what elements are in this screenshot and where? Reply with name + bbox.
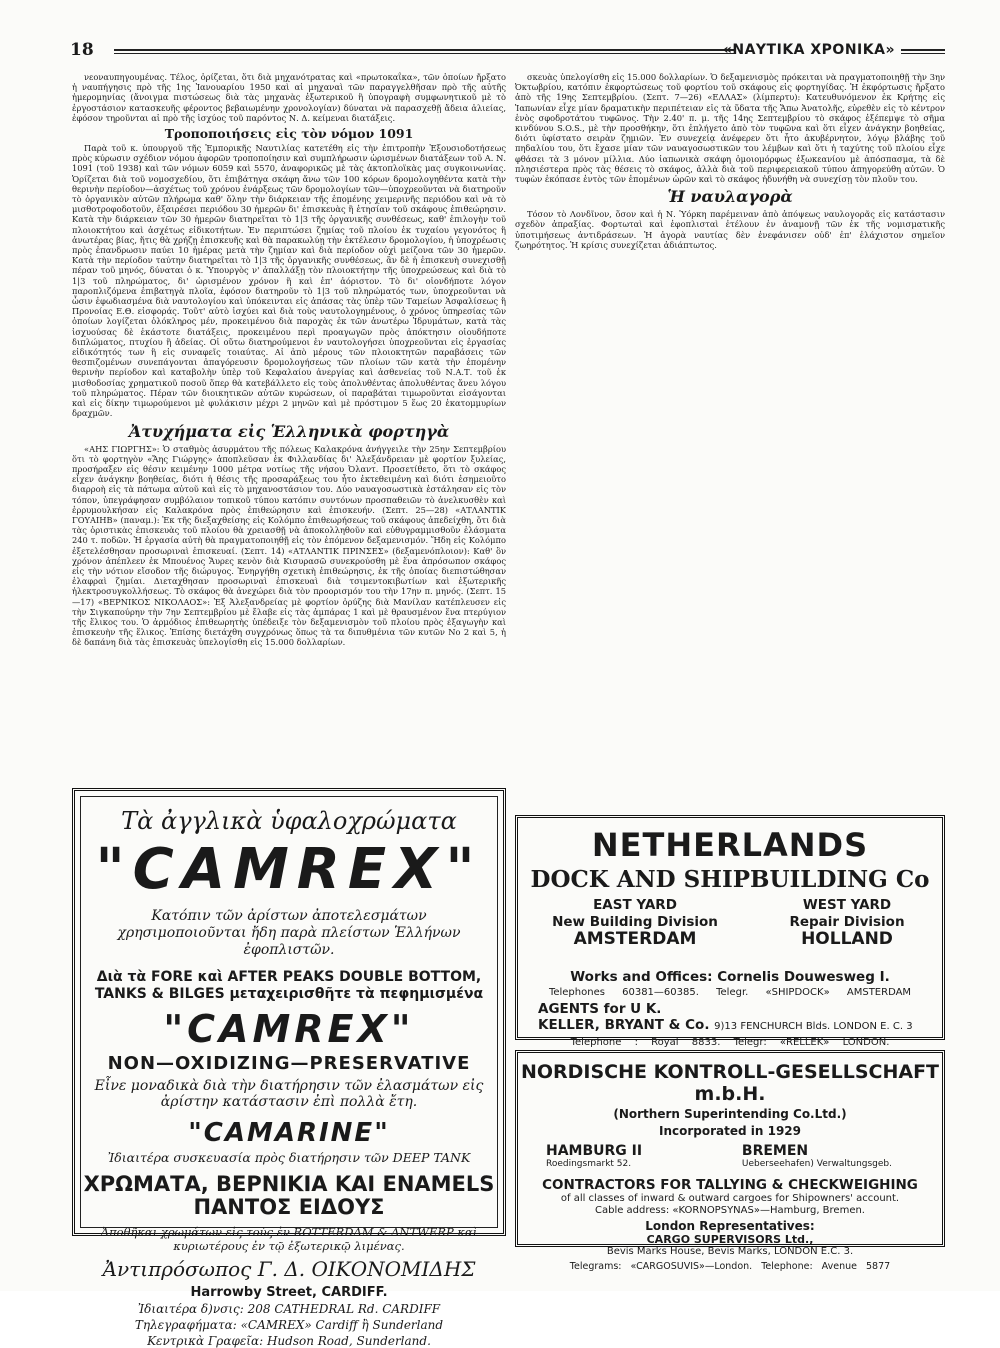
keller-bryant: KELLER, BRYANT & Co. <box>538 1017 710 1033</box>
camrex-offices: Κεντρικὰ Γραφεῖα: Hudson Road, Sunderland. <box>147 1334 431 1348</box>
nordische-telegrams: Telegrams: «CARGOSUVIS»—London. <box>569 1261 753 1272</box>
nordische-contacts <box>518 1261 942 1272</box>
yards-row <box>518 897 942 967</box>
camrex-tagline: Τὰ ἀγγλικὰ ὑφαλοχρώματα <box>121 807 457 835</box>
camrex-address: Ἰδιαιτέρα δ)νσις: 208 CATHEDRAL Rd. CARDIFF <box>137 1302 441 1316</box>
cargo-supervisors: CARGO SUPERVISORS Ltd., <box>646 1233 814 1246</box>
camarine-description: Ἰδιαιτέρα συσκευασία πρὸς διατήρησιν τῶν DEEP TANK <box>107 1150 471 1165</box>
camrex-description: Κατόπιν τῶν ἀρίστων ἀποτελεσμάτων χρησιμοποιοῦνται ἤδη παρὰ πλείστων Ἑλλήνων ἐφοπλιστῶν. <box>117 908 461 958</box>
east-yard <box>550 897 720 948</box>
law-amendment-paragraph: Παρὰ τοῦ κ. ὑπουργοῦ τῆς Ἐμπορικῆς Ναυτιλίας κατετέθη εἰς τὴν ἐπιτροπὴν Ἐξουσιοδοτήσεως πρὸς κύρωσιν σχέδιον νόμου ἀφορῶν τροποποίησιν καὶ συμπλήρωσιν ὡρισμένων διατάξεων τοῦ Α. Ν. 1091 (τοῦ 1938) καὶ τῶν νόμων 6059 καὶ 5570, ἀναφορικῶς μὲ τὰς ἀκτοπλοϊκὰς μας συγκοινωνίας. Ὁρίζεται διὰ τοῦ νομοσχεδίου, ὅτι ἐπιβάτηγα σκάφη ἄνω τῶν 100 κόρων δρομολογηθέντα κατὰ τὴν θερινὴν περίοδον—ἀσχέτως τοῦ χρόνου ἐνάρξεως τῶν δρομολογίων τῶν—ὑποχρεοῦνται νὰ διατηροῦν τὸ ὀργανικὸν αὐτῶν πλήρωμα καθ' ὅλην τὴν διάρκειαν τῆς ἐπομένης χειμερινῆς περιόδου καὶ νὰ τὸ μισθοτροφοδοτοῦν, ἐξαιρέσει περιόδου 30 ἡμερῶν δι' ἐπισκευὰς ἢ ἐτησίαν τοῦ σκάφους ἐπιθεώρησιν. Κατὰ τὴν διάρκειαν τῶν 30 ἡμερῶν διατηρεῖται τὸ 1|3 τῆς ὀργανικῆς συνθέσεως, καθ' ἐπιλογὴν τοῦ πλοιοκτήτου καὶ ἀσχέτως εἰδικοτήτων. Ἐν περιπτώσει ζημίας τοῦ πλοίου ἐκ τυχαίου γεγονότος ἢ ἀνωτέρας βίας, ἥτις θὰ χρήζῃ ἐπισκευῆς καὶ θὰ παρακωλύῃ τὴν ἐκτέλεσιν δρομολογίου, ἡ ὑποχρέωσις πρὸς ἐπανδρωσιν παύει 10 ἡμέρας μετὰ τὴν ζημίαν καὶ διὰ περίοδον οὐχὶ μείζονα τῶν 30 ἡμερῶν. Κατὰ τὴν περίοδον ταύτην διατηρεῖται τὸ 1|3 τῆς ὀργανικῆς συνθέσεως, ἂν δὲ ἡ ἐπισκευὴ συνεχισθῇ πέραν τοῦ μηνός, δύναται ὁ κ. Ὑπουργὸς ν' ἀπαλλάξῃ τὸν πλοιοκτήτην τῆς ὑποχρεώσεως καὶ διὰ τὸ 1|3 τοῦ πληρώματος, δι' ὡρισμένον χρόνον ἢ καὶ ἐπ' ἀόριστον. Τὸ δι' οἱονδήποτε λόγον παροπλιζόμενα ἐπιβατηγὰ πλοῖα, ἐφόσον διατηροῦν τὸ 1|3 τοῦ πληρώματός των, ὑποχρεοῦνται νὰ ὦσιν ἐφωδιασμένα διὰ ναυτολογίου καὶ ὑπόκεινται εἰς ἀπάσας τὰς ὑπὲρ τῶν Ταμείων Ἀσφαλίσεως ἢ Προνοίας Ε.Θ. εἰσφοράς. Τοῦτ' αὐτὸ ἰσχύει καὶ διὰ τοὺς ναυτολογημένους, ὁ χρόνος ὑπηρεσίας τῶν ὁποίων λογίζεται ὁλόκληρος μέν, προκειμένου διὰ παροχὰς ἐκ τῶν ἀνωτέρω Ἱδρυμάτων, κατὰ τὰς ἰσχυούσας δὲ ἑκάστοτε διατάξεις, προκειμένου περὶ προαγωγῶν πρὸς ἀπόκτησιν οἱουδήποτε διπλώματος, πτυχίου ἢ ἀδείας. Οἱ οὕτω διατηρούμενοι ἐν ναυτολογήσει ὑποχρεοῦνται εἰς ἐργασίας εἰδικότητός των ἢ εἰς συναφεῖς τοιαύτας. Αἱ ἀπὸ μέρους τῶν πλοιοκτητῶν παραβάσεις τῶν θεσπιζομένων συνεπάγονται ἀπαγόρευσιν δρομολογήσεως τῶν πλοίων τῶν κατὰ τὴν ἐπομένην θερινὴν περίοδον καὶ καταβολὴν ὑπὲρ τοῦ Κεφαλαίου ἀνεργίας καὶ ἀσθενείας τοῦ Ν.Α.Τ. τοῦ ἐκ μισθοδοσίας χρηματικοῦ ποσοῦ ὅπερ θὰ κατεβάλλετο εἰς τοὺς ἀπολυθέντας ἀπολυθέντας ἄνευ λόγου τοῦ πληρώματος. Πέραν τῶν διοικητικῶν αὐτῶν κυρώσεων, οἱ παραβάται τιμωροῦνται εἰσάγονται καὶ εἰς δίκην τιμωρούμενοι μὲ φυλάκισιν μέχρι 2 μηνῶν καὶ μὲ πρόστιμον 5 ἕως 20 ἑκατομμυρίων δραχμῶν. <box>72 143 506 419</box>
section-heading-law-1091: Τροποποιήσεις εἰς τὸν νόμον 1091 <box>164 126 414 142</box>
nordische-subtitle: (Northern Superintending Co.Ltd.) <box>613 1107 847 1121</box>
hamburg-label: HAMBURG II <box>546 1143 643 1159</box>
east-yard-label: EAST YARD <box>593 897 677 913</box>
nordische-telephone: Telephone: Avenue 5877 <box>761 1261 891 1272</box>
west-yard-division: Repair Division <box>789 914 905 930</box>
section-heading-freight-market: Ἡ ναυλαγορὰ <box>667 187 793 207</box>
magazine-title: «ΝΑΥΤΙΚΑ ΧΡΟΝΙΚΑ» <box>722 42 895 58</box>
header-rule-right <box>901 49 945 54</box>
section-heading-accidents: Ἀτυχήματα εἰς Ἑλληνικὰ φορτηγὰ <box>128 421 450 441</box>
camrex-preservative: NON—OXIDIZING—PRESERVATIVE <box>107 1053 471 1074</box>
camrex-benefit: Εἶνε μοναδικὰ διὰ τὴν διατήρησιν τῶν ἐλασμάτων εἰς ἀρίστην κατάστασιν ἐπὶ πολλὰ ἔτη. <box>94 1078 484 1110</box>
header-rule <box>114 49 734 54</box>
agents-contacts <box>518 1037 942 1048</box>
right-column <box>515 72 945 809</box>
camrex-products: ΧΡΩΜΑΤΑ, ΒΕΡΝΙΚΙΑ ΚΑΙ ENAMELS ΠΑΝΤΟΣ ΕΙΔΟΥΣ <box>83 1172 495 1219</box>
east-yard-division: New Building Division <box>552 914 718 930</box>
freight-market-paragraph: Τόσον τὸ Λονδῖνον, ὅσον καὶ ἡ Ν. Ὑόρκη παρέμειναν ἀπὸ ἀπόψεως ναυλογορᾶς εἰς κατάστασιν σχεδὸν ἀπραξίας. Φορτωταὶ καὶ ἐφοπλισταὶ ἐτέλουν ἐν ἀναμονῇ τῶν ἐκ τῆς νομισματικῆς ὑποτιμήσεως ἀντιδράσεων. Ἡ ἀγορὰ ναυτίας δὲν ἐνεφάνισεν οὐδ' ἐπ' ἐλάχιστον σημεῖον ζωηρότητος. Ἡ κρίσις συνεχίζεται ἀδιάπτωτος. <box>515 209 945 250</box>
bevis-marks-address: Bevis Marks House, Bevis Marks, LONDON E.C. 3. <box>606 1246 854 1257</box>
bremen-label: BREMEN <box>741 1143 809 1159</box>
agents-telephone: Telephone : Royal 8833. <box>570 1037 721 1048</box>
camrex-usage: Διὰ τὰ FORE καὶ AFTER PEAKS DOUBLE BOTTOM, TANKS & BILGES μεταχειρισθῆτε τὰ πεφημισμένα <box>94 969 484 1002</box>
intro-paragraph: νεοναυπηγουμένας. Τέλος, ὁρίζεται, ὅτι διὰ μηχανότρατας καὶ «πρωτοκαΐκα», τῶν ὁποίων ἤρξατο ἡ ναυπήγησις πρὸ τῆς 1ης Ἰανουαρίου 1950 καὶ αἱ μηχαναὶ τῶν παραγγελθῆσαν πρὸ τῆς αὐτῆς ἡμερομηνίας (ἄνοιγμα πιστώσεως διὰ τὰς μηχανὰς ἐξωτερικοῦ ἢ ὑπογραφὴ συμφωνητικοῦ μὲ τὸ ἐργοστάσιον κατασκευῆς φέροντος βεβαιωμένην χρονολογίαν) δύναται νὰ παρασχεθῇ ἄδεια ἁλιείας, ἐφόσον τηροῦνται αἱ πρὸ τῆς ἰσχύος τοῦ παρόντος Ν. Δ. κείμεναι διατάξεις. <box>72 72 506 123</box>
camarine-brand: "CAMARINE" <box>188 1118 390 1148</box>
left-column <box>72 72 506 794</box>
west-yard-city: HOLLAND <box>801 929 893 949</box>
page-number: 18 <box>70 40 94 60</box>
accidents-continued-paragraph: σκευὰς ὑπελογίσθη εἰς 15.000 δολλαρίων. Ὁ δεξαμενισμὸς πρόκειται νὰ πραγματοποιηθῇ τὴν 3ην Ὀκτωβρίου, κατόπιν ἐκφορτώσεως τοῦ φορτίου τοῦ σκάφους εἰς φορτηγίδας. Ἡ ἐκφόρτωσις ἤρξατο ἀπὸ τῆς 19ης Σεπτεμβρίου. (Σεπτ. 7—26) «ΕΛΛΑΣ» (λίμπερτυ): Κατευθυνόμενον ἐκ Κρήτης εἰς Ἰαπωνίαν εἶχε μίαν δραματικὴν περιπέτειαν εἰς τὰ ὕδατα τῆς Ἄπω Ἀνατολῆς, εὑρεθὲν εἰς τὸ κέντρον ἑνὸς σφοδροτάτου τυφῶνος. Τὴν 2.40' π. μ. τῆς 14ης Σεπτεμβρίου τὸ σκάφος ἐξέπεμψε τὸ σῆμα κινδύνου S.O.S., μὲ τὴν προσθήκην, ὅτι ἐπλήγετο ἀπὸ τὸν τυφῶνα καὶ ὅτι εἶχεν ἀνάγκην βοηθείας, διότι ὑφίστατο σειρὰν ζημιῶν. Ἐν συνεχείᾳ ἀνέφερεν ὅτι ἦτο ἀκυβέρνητον, λόγῳ βλάβης τοῦ πηδαλίου του, ὅτι ἔχασε μίαν τῶν ναυαγοσωστικῶν του λέμβων καὶ ὅτι ἡ ταχύτης τοῦ πλοίου εἶχε φθάσει τὰ 3 μόνον μίλλια. Δύο ἰαπωνικὰ σκάφη ὁμοιομόρφως ἐξωκεανίου μὲ ἀπόσπασμα, τὰ δὲ πλησιέστερα πρὸς τὰς θέσεις τὸ σκάφος, ἀλλὰ διὰ τοῦ περιφερειακοῦ τύπου ἀπηγορεύθη αὐτῶν. Ὁ τυφὼν ἐκόπασε ἐντὸς τῶν ἑπομένων ὡρῶν καὶ τὸ σκάφος ἠδυνήθη νὰ συνεχίσῃ τὸν πλοῦν του. <box>515 72 945 185</box>
nordische-incorporated: Incorporated in 1929 <box>658 1124 801 1138</box>
bremen-office <box>742 1143 892 1169</box>
netherlands-title: NETHERLANDS <box>591 826 869 864</box>
camrex-advertisement <box>72 788 506 1348</box>
nordische-cities <box>518 1143 942 1171</box>
hamburg-office <box>546 1143 642 1169</box>
agents-telegr: Telegr: «RELLEK» LONDON. <box>733 1037 890 1048</box>
netherlands-telephones <box>518 987 942 998</box>
bremen-address: Ueberseehafen) Verwaltungsgeb. <box>741 1159 892 1169</box>
west-yard-label: WEST YARD <box>802 897 892 913</box>
uk-agents <box>538 1001 942 1035</box>
camrex-brand-2: "CAMREX" <box>163 1007 415 1051</box>
camrex-brand: "CAMREX" <box>95 837 483 902</box>
netherlands-dock-advertisement <box>515 815 945 1048</box>
nordische-title: NORDISCHE KONTROLL-GESELLSCHAFT m.b.H. <box>520 1061 940 1105</box>
agents-label: AGENTS for U K. <box>538 1001 662 1017</box>
west-yard <box>782 897 912 948</box>
nordische-cargoes: of all classes of inward & outward cargoes for Shipowners' account. <box>560 1193 900 1204</box>
netherlands-subtitle: DOCK AND SHIPBUILDING Co <box>530 866 930 893</box>
east-yard-city: AMSTERDAM <box>573 929 697 949</box>
telephones-text: Telephones 60381—60385. <box>548 987 699 998</box>
nordische-contractors: CONTRACTORS FOR TALLYING & CHECKWEIGHING <box>542 1177 918 1193</box>
telegr-text: Telegr. «SHIPDOCK» AMSTERDAM <box>716 987 912 998</box>
nordische-kontroll-advertisement <box>515 1050 945 1272</box>
page-header <box>70 40 945 62</box>
camrex-warehouses: Ἀποθῆκαι χρωμάτων εἰς τοὺς ἐν ROTTERDAM & ANTWERP καὶ κυριωτέρους ἐν τῷ ἐξωτερικῷ λιμένας. <box>100 1225 478 1253</box>
nordische-london-rep: London Representatives: <box>645 1219 815 1233</box>
camrex-inner-border <box>80 796 498 1348</box>
camrex-street: Harrowby Street, CARDIFF. <box>190 1285 388 1300</box>
keller-address: 9)13 FENCHURCH Blds. LONDON E. C. 3 <box>714 1021 913 1032</box>
camrex-telegrams: Τηλεγραφήματα: «CAMREX» Cardiff ἢ Sunderland <box>134 1318 444 1332</box>
accidents-paragraph: «ΑΗΣ ΓΙΩΡΓΗΣ»: Ὁ σταθμὸς ἀσυρμάτου τῆς πόλεως Καλακρόνα ἀνήγγειλε τὴν 25ην Σεπτεμβρίου ὅτι τὸ φορτηγὸν «Ἄης Γιώργης» ἀποπλεῦσαν ἐκ Φιλλανδίας δι' Ἀλεξάνδρειαν μὲ φορτίον ξυλείας, προσήραξεν εἰς θέσιν κειμένην 1000 μέτρα νοτίως τῆς νήσου Ὀλαντ. Προσετίθετο, ὅτι τὸ σκάφος εἶχεν ἀνάγκην βοηθείας, διότι ἡ θέσις τῆς προσαράξεως του ἦτο ἐκτεθειμένη καὶ διότι ἐσημειοῦτο διαρροὴ εἰς τὰ πάτωμα αὐτοῦ καὶ εἰς τὸ μηχανοστάσιον του. Δύο ναυαγοσωστικὰ ἐστάλησαν εἰς τὸν τόπον, ὑπεγράφησαν συμβόλαιον τοπικοῦ τύπου κατόπιν συντόνων προσπαθειῶν τὸ ἀνελκυσθὲν καὶ ἐρρυμουλκήσαν εἰς Καλακρόνα πρὸς ἐπιθεώρησιν καὶ ἐπισκευήν. (Σεπτ. 25—28) «ΑΤΛΑΝΤΙΚ ΓΟΥΑΙΗΒ» (παναμ.): Ἐκ τῆς διεξαχθείσης εἰς Κολόμπο ἐπιθεωρήσεως τοῦ σκάφους ἀπεδείχθη, ὅτι διὰ τὰς ὁριστικὰς ἐπισκευὰς τοῦ πλοίου θὰ χρειασθῇ νὰ ἀποκολληθοῦν καὶ εὐθυγραμμισθοῦν ἐλάσματα 240 τ. ποδῶν. Ἡ ἐργασία αὐτὴ θὰ πραγματοποιηθῇ εἰς τὸν ἐπόμενον δεξαμενισμόν. Ἤδη εἰς Κολόμπο ἐξετελέσθησαν προσωριναὶ ἐπισκευαί. (Σεπτ. 14) «ΑΤΛΑΝΤΙΚ ΠΡΙΝΣΕΣ» (δεξαμενόπλοιον): Καθ' ὃν χρόνον ἀπέπλεεν ἐκ Μπουένος Ἄυρες κενὸν διὰ Κισυρασῶ συνεκρούσθη μὲ ἕνα ἀπρόσωπον σκάφος εἰς τὴν νότιον εἴσοδον τῆς διώρυγος. Ἐνηργήθη σχετικὴ ἐπιθεώρησις, ἐκ τῆς ὁποίας διεπιστώθησαν ἐλαφραὶ ζημίαι. Διεταχθησαν προσωριναὶ ἐπισκευαὶ διὰ τσιμεντοκιβωτίων καὶ ἐξωτερικῆς ἠλεκτροσυγκολλήσεως. Τὸ σκάφος θὰ ἀνεχώρει διὰ τὸν προορισμόν του τὴν 17ην π. μηνός. (Σεπτ. 15—17) «ΒΕΡΝΙΚΟΣ ΝΙΚΟΛΑΟΣ»: Ἐξ Ἀλεξανδρείας μὲ φορτίον ὀρύζης διὰ Μανίλαν κατέπλευσεν εἰς τὴν Σιγκαπούρην τὴν 7ην Σεπτεμβρίου μὲ ἔλαβε εἰς τὰς ἀμπάρας 1 καὶ μὲ θραυσμένον ἕνα πτερύγιον τῆς ἕλικος του. Ὁ ἀρμόδιος ἐπιθεωρητὴς ὑπέδειξε τὸν δεξαμενισμὸν τοῦ πλοίου πρὸς ἐξαγωγὴν καὶ ἐπισκευὴν τῆς ἕλικος. Ἐπίσης διετάχθη συγχρόνως ὅπως τὰ τα διπυθμένια τῶν κυτῶν Νο 2 καὶ 5, ἡ δὲ δαπάνη διὰ τὰς ἐπισκευὰς ὑπελογίσθη εἰς 15.000 δολλαρίων. <box>72 443 506 648</box>
works-offices: Works and Offices: Cornelis Douwesweg I. <box>570 969 890 985</box>
nordische-cable: Cable address: «KORNOPSYNAS»—Hamburg, Bremen. <box>594 1205 865 1216</box>
hamburg-address: Roedingsmarkt 52. <box>546 1159 632 1169</box>
camrex-representative: Ἀντιπρόσωπος Γ. Δ. ΟΙΚΟΝΟΜΙΔΗΣ <box>102 1257 476 1281</box>
